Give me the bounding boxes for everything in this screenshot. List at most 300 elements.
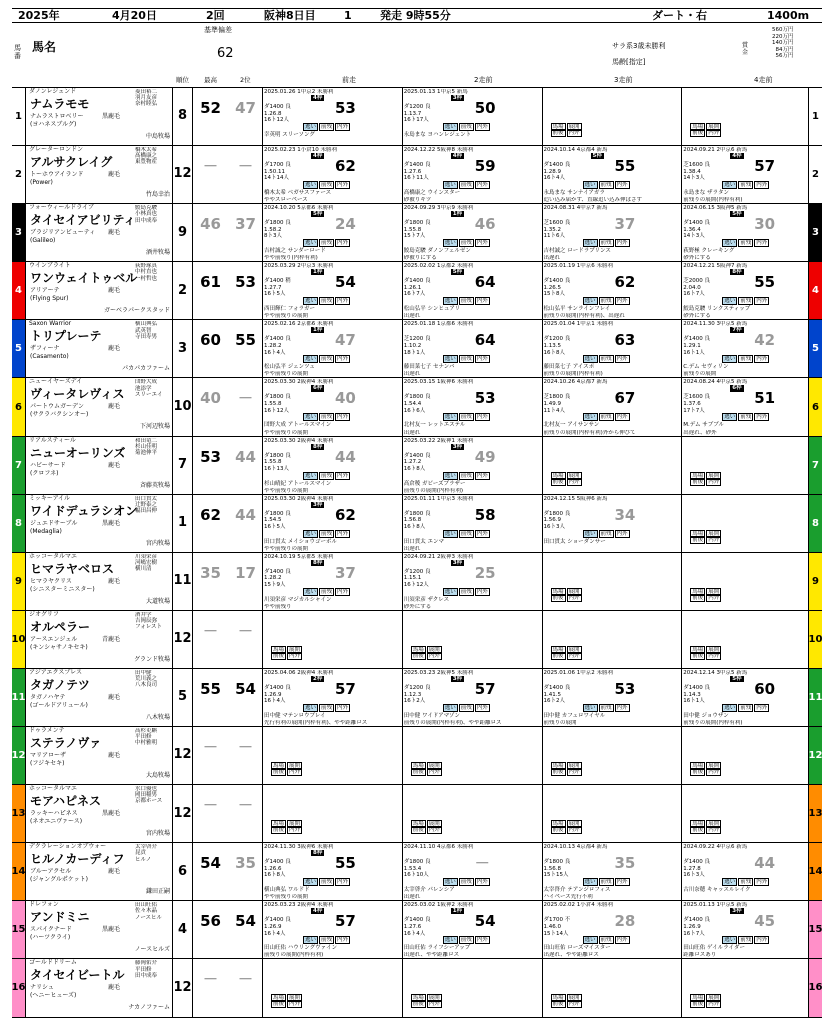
past-race[interactable] (682, 669, 822, 726)
past-race[interactable] (403, 843, 543, 900)
jockey: 藤岡佑介 (135, 960, 158, 967)
horse-number-right: 9 (808, 553, 822, 610)
coat-color: 黒鹿毛 (101, 519, 120, 527)
race-card (12, 8, 822, 1018)
race-tags: 逃い 前残 内外 (724, 704, 768, 711)
horse-name[interactable]: ヒルノカーディフ (30, 852, 125, 867)
race-details: ダ1400 稍 1.27.7 16ト5人 (264, 278, 291, 298)
second-score: － (237, 389, 253, 408)
best-score-cell (193, 204, 228, 261)
race-comment: やや前残りの展開 (264, 894, 309, 901)
horse-name[interactable]: ヴィータレヴィス (30, 387, 125, 402)
rank: 11 (173, 553, 193, 610)
race-tags: 馬場 展開 前後 内外 (552, 995, 580, 1008)
past-race[interactable] (403, 378, 543, 435)
race-tags: 馬場 展開 前後 内外 (412, 995, 440, 1008)
race-tags: 逃い 前残 内外 (305, 356, 349, 363)
past-race[interactable] (263, 495, 403, 552)
gate-badge: 6枠 (313, 385, 323, 392)
gate-badge: 3枠 (452, 559, 463, 566)
horse-row[interactable] (12, 378, 822, 436)
race-tags: 逃い 前残 内外 (444, 414, 488, 421)
dam-name: トーホウアイランド (30, 171, 84, 179)
race-comment: 出遅れ (403, 313, 421, 320)
past-race[interactable] (263, 437, 403, 494)
race-jockey-winner: 川須栄彦 マジカルシャイン (264, 596, 332, 603)
past-race[interactable] (403, 495, 543, 552)
race-tags: 逃い 前残 内外 (444, 240, 488, 247)
sire-name: ミッキーアイル (29, 494, 71, 502)
race-tags: 馬場 展開 前後 内外 (273, 821, 301, 834)
race-comment: 砂外にする (403, 603, 432, 610)
past-race[interactable] (403, 437, 543, 494)
connections (135, 554, 173, 572)
best-scores (193, 727, 263, 784)
horse-row[interactable] (12, 146, 822, 204)
connections (135, 844, 173, 862)
best-score-cell (193, 88, 228, 145)
sire-name: ニューイヤーズデイ (29, 378, 83, 386)
race-details: ダ1800 良 1.56.8 15ト15人 (543, 859, 571, 879)
breeder: 宮内牧場 (145, 539, 170, 547)
damsire-name: (シニスターミニスター) (30, 585, 95, 593)
trainer: 羽月友彦 (135, 95, 158, 102)
race-tags: 逃い 前残 内外 (584, 182, 628, 189)
race-score: 49 (474, 447, 496, 466)
col-rank: 順位 (176, 76, 189, 84)
dam-name: ナリシュ (30, 984, 54, 992)
best-score-cell (193, 727, 228, 784)
rank: 12 (173, 146, 193, 203)
trainer: 杉山佳明 (135, 443, 158, 450)
past-race[interactable] (682, 262, 822, 319)
past-race[interactable] (543, 669, 683, 726)
past-race[interactable] (403, 320, 543, 377)
post-time: 発走 9時55分 (380, 9, 451, 22)
damsire-name: (ヘニーヒューズ) (30, 992, 77, 1000)
race-comment: 砂外にする (683, 313, 711, 320)
damsire-name: (キンシャサノキセキ) (30, 643, 88, 651)
race-tags: 馬場 展開 前後 内外 (692, 821, 720, 834)
race-head: 2024.06.15 3阪神5 新馬 (683, 205, 748, 212)
race-head: 2025.02.16 2京都6 未勝利 (264, 321, 334, 328)
gate-badge: 3枠 (732, 908, 742, 915)
race-details: ダ1800 良 1.56.9 16ト3人 (543, 510, 571, 530)
race-jockey-winner: 田中健 カフェロワイヤル (543, 712, 606, 719)
horse-name[interactable]: ニューオーリンズ (30, 445, 126, 460)
past-race[interactable] (543, 495, 683, 552)
horse-name[interactable]: ワンウェイトゥベル (30, 271, 138, 286)
best-scores (193, 959, 263, 1016)
best-score-cell (193, 146, 228, 203)
race-jockey-winner: 永島まな サンナイアガラ (543, 190, 605, 197)
past-race-empty (682, 88, 822, 145)
sire-name: デクラレーションオブウォー (29, 843, 107, 851)
race-details: ダ1200 良 1.12.3 16ト2人 (403, 684, 431, 705)
horse-name[interactable]: トリプレーテ (30, 329, 102, 344)
horse-name[interactable]: アンドミニ (30, 910, 90, 925)
horse-name[interactable]: タイセイアビリティ (30, 213, 136, 228)
past-race[interactable] (263, 320, 403, 377)
race-score: 60 (754, 679, 776, 698)
past-race[interactable] (543, 901, 683, 958)
past-race[interactable] (543, 843, 683, 900)
race-jockey-winner: 松山弘平 ジェンツェ (264, 364, 315, 371)
best-score: － (202, 970, 218, 989)
trainer: 髙橋康之 (135, 153, 158, 160)
past-race[interactable] (403, 901, 543, 958)
past-race[interactable] (682, 320, 822, 377)
past-race[interactable] (682, 378, 822, 435)
gate-badge: 4枠 (452, 153, 463, 160)
horse-row[interactable] (12, 88, 822, 146)
horse-number-right: 15 (808, 901, 822, 958)
damsire-name: (Medaglia) (30, 527, 62, 535)
horse-info (27, 727, 173, 784)
race-jockey-winner: 太宰啓介 テアンジロフィス (543, 887, 611, 894)
race-head: 2024.09.29 3中京9 未勝利 (403, 205, 474, 212)
col-name: 馬名 (32, 40, 57, 54)
race-comment: やや前残り(内枠有利) (264, 255, 318, 262)
dam-name: パートウムガーデン (30, 403, 84, 411)
horse-name[interactable]: タガノテツ (30, 677, 90, 692)
past-race[interactable] (682, 204, 822, 261)
race-round: 2回 (206, 9, 225, 22)
gate-badge: 1枠 (452, 908, 463, 915)
horse-row[interactable] (12, 553, 822, 611)
breeder: パカパカファーム (122, 365, 170, 373)
horse-number-right: 12 (808, 727, 822, 784)
race-tags: 逃い 前残 内外 (444, 298, 488, 305)
race-head: 2024.08.31 4中京7 新馬 (543, 205, 608, 212)
race-details: ダ1200 良 1.13.7 16ト17人 (403, 104, 431, 124)
past-race[interactable] (403, 88, 543, 145)
race-details: ダ1800 良 1.54.5 16ト5人 (264, 510, 291, 530)
gate-badge: 3枠 (452, 675, 463, 682)
trainer: 平田修 (135, 734, 152, 741)
sire-name: Saxon Warrior (29, 320, 72, 328)
race-details: 芝1600 良 1.37.6 17ト7人 (683, 394, 710, 414)
horse-number-right: 3 (808, 204, 822, 261)
rank: 6 (173, 843, 193, 900)
race-tags: 逃い 前残 内外 (305, 588, 349, 595)
race-score: 30 (754, 215, 776, 234)
race-jockey-winner: 田山旺佑 ゲイルライダー (683, 945, 745, 952)
jockey: 田口貫太 (135, 495, 158, 502)
past-race[interactable] (263, 901, 403, 958)
connections (135, 496, 173, 514)
race-score: 55 (754, 273, 776, 292)
past-race[interactable] (263, 843, 403, 900)
race-score: 42 (754, 331, 776, 350)
trainer: 河嶋宏樹 (135, 559, 158, 566)
race-head: 2024.11.30 3中京5 新馬 (683, 321, 748, 328)
best-score: － (202, 738, 218, 757)
horse-number-right: 7 (808, 437, 822, 494)
race-tags: 馬場 展開 前後 内外 (692, 646, 720, 659)
best-score-cell (193, 785, 228, 842)
race-comment: 砂外にする (683, 255, 711, 262)
horse-row[interactable] (12, 320, 822, 378)
horse-row[interactable] (12, 437, 822, 495)
past-race[interactable] (543, 262, 683, 319)
dam-name: ハビーサード (30, 461, 66, 469)
race-head: 2025.02.02 1小倉4 未勝利 (543, 902, 613, 909)
col-prev4: 4走前 (754, 76, 773, 84)
horse-row[interactable] (12, 204, 822, 262)
past-race[interactable] (403, 553, 543, 610)
past-race[interactable] (403, 146, 543, 203)
horse-row[interactable] (12, 495, 822, 553)
second-score: 35 (235, 854, 256, 873)
jockey: 水口優也 (135, 786, 158, 793)
race-head: 2025.01.19 1中京6 未勝利 (543, 263, 613, 270)
horse-number: 5 (12, 320, 26, 377)
race-details: ダ1400 良 1.26.9 16ト7人 (683, 917, 710, 937)
race-head: 2024.09.21 2中京6 新馬 (683, 147, 748, 154)
horse-name[interactable]: オルペラー (30, 619, 91, 634)
best-score-cell (193, 378, 228, 435)
past-race[interactable] (682, 146, 822, 203)
race-score: 53 (614, 679, 636, 698)
rank: 4 (173, 901, 193, 958)
race-score: 59 (474, 157, 496, 176)
best-scores (193, 611, 263, 668)
best-score: 52 (200, 99, 221, 117)
past-race[interactable] (263, 204, 403, 261)
best-scores (193, 262, 263, 319)
race-tags: 逃い 前残 内外 (444, 588, 488, 595)
gate-badge: 4枠 (732, 153, 742, 160)
best-scores (193, 785, 263, 842)
race-tags: 逃い 前残 内外 (305, 937, 349, 944)
trainer: 辻野泰之 (135, 501, 158, 508)
second-score: － (237, 157, 253, 176)
past-race[interactable] (263, 669, 403, 726)
jockey: 菱田裕二 (135, 89, 158, 95)
race-jockey-winner: M.デム サブブル (683, 422, 724, 429)
race-jockey-winner: 永島まな ザラタン (683, 190, 729, 197)
race-tags: 馬場 展開 前後 内外 (692, 763, 720, 776)
horse-row[interactable] (12, 785, 822, 843)
race-head: 2024.11.30 3阪神6 未勝利 (264, 844, 334, 851)
best-scores (193, 320, 263, 377)
race-score: 50 (474, 99, 496, 117)
horse-name[interactable]: ナムラモモ (30, 97, 90, 111)
past-race[interactable] (403, 204, 543, 261)
rank: 7 (173, 437, 193, 494)
sire-name: ホッコータルマエ (29, 785, 78, 793)
coat-color: 青鹿毛 (101, 635, 120, 643)
trainer: 岡田稲男 (135, 792, 158, 799)
best-score: 53 (200, 447, 221, 466)
second-score-cell (228, 727, 263, 784)
past-race-empty (543, 88, 683, 145)
horse-info (27, 785, 173, 842)
race-tags: 馬場 展開 前後 内外 (412, 646, 440, 659)
best-score: 54 (200, 854, 221, 873)
race-number: 1 (344, 9, 352, 22)
breeder: 酒井牧場 (145, 249, 170, 257)
past-race-empty (682, 495, 822, 552)
damsire-name: (フジキセキ) (30, 760, 65, 768)
race-head: 2025.03.29 2中京3 未勝利 (264, 263, 334, 270)
past-race[interactable] (543, 378, 683, 435)
best-score-cell (193, 320, 228, 377)
race-tags: 逃い 前残 内外 (584, 240, 628, 247)
race-jockey-winner: 藤田菜七子 セナンバ (403, 364, 455, 371)
jockey: 横山典弘 (135, 321, 158, 328)
coat-color: 鹿毛 (107, 461, 120, 469)
best-score: 60 (200, 331, 221, 350)
race-head: 2024.10.20 5京都6 未勝利 (264, 205, 334, 212)
horse-name[interactable]: ワイドデュラシオン (30, 503, 138, 518)
owner: ノースヒル (135, 914, 163, 921)
race-head: 2025.01.26 1中京2 未勝利 (264, 89, 334, 95)
horse-info (27, 901, 173, 958)
race-score: 55 (614, 157, 636, 176)
horse-row[interactable] (12, 843, 822, 901)
race-details: ダ1400 良 1.26.8 16ト12人 (264, 104, 291, 124)
race-details: ダ1800 良 1.54.4 16ト6人 (403, 394, 431, 414)
owner: 幅田昌伸 (135, 507, 158, 514)
gate-badge: 8枠 (313, 443, 323, 450)
horse-name[interactable]: モアハピネス (30, 794, 102, 809)
race-score: 44 (335, 447, 356, 466)
best-scores (193, 495, 263, 552)
past-race[interactable] (682, 901, 822, 958)
horse-row[interactable] (12, 669, 822, 727)
coat-color: 鹿毛 (107, 287, 120, 295)
owner: ヒルノ (135, 856, 152, 863)
race-class: サラ系3歳未勝利 (612, 42, 666, 50)
best-scores (193, 88, 263, 145)
past-race[interactable] (263, 262, 403, 319)
race-jockey-winner: 荻野極 クレーキング (683, 248, 735, 255)
horse-row[interactable] (12, 959, 822, 1017)
past-race[interactable] (263, 88, 403, 145)
race-tags: 馬場 展開 前後 内外 (552, 472, 580, 485)
best-scores (193, 553, 263, 610)
damsire-name: (Galileo) (30, 237, 56, 245)
horse-info (27, 959, 173, 1016)
gate-badge: 5枠 (452, 269, 463, 276)
dam-name: ラッキーハピネス (30, 810, 78, 818)
horse-name[interactable]: タイセイビートル (30, 968, 125, 983)
race-details: ダ1400 良 1.26.5 15ト8人 (543, 278, 571, 298)
horse-number: 7 (12, 437, 26, 494)
horse-row[interactable] (12, 901, 822, 959)
past-race[interactable] (263, 146, 403, 203)
race-jockey-winner: 田山旺佑 ローズマイスター (543, 945, 611, 952)
second-score-cell (228, 959, 263, 1016)
best-scores (193, 843, 263, 900)
best-scores (193, 204, 263, 261)
past-race-empty (263, 959, 403, 1016)
col-prev2: 2走前 (474, 76, 493, 84)
owner: 田中成奉 (135, 972, 158, 979)
horse-info (27, 843, 173, 900)
owner: 東豊物産 (135, 159, 158, 166)
horse-rows (12, 88, 822, 1018)
race-details: ダ1800 良 1.55.8 16ト13人 (264, 452, 291, 472)
race-tags: 逃い 前残 内外 (444, 124, 488, 130)
second-score-cell (228, 378, 263, 435)
horse-number: 6 (12, 378, 26, 435)
race-details: ダ1800 良 1.55.8 15ト7人 (403, 220, 431, 240)
race-head: 2024.12.15 5阪神6 新馬 (543, 495, 608, 502)
race-tags: 馬場 展開 前後 内外 (552, 821, 580, 834)
breeder: ガーベラパークスタッド (104, 307, 170, 315)
horse-row[interactable] (12, 727, 822, 785)
race-details: ダ1400 良 1.27.8 16ト3人 (683, 859, 710, 879)
race-comment: ハイペース先行不利 (543, 894, 593, 901)
past-race-empty (543, 437, 683, 494)
best-scores (193, 378, 263, 435)
dam-name: ナムラストロベリー (30, 113, 84, 120)
gate-badge: 3枠 (452, 95, 463, 101)
owner: 菊池伸平 (135, 449, 158, 456)
second-score: 44 (235, 505, 256, 524)
race-comment: 出遅れ (403, 371, 421, 378)
race-score: 35 (614, 854, 636, 873)
past-race[interactable] (263, 553, 403, 610)
race-jockey-winner: 横山典弘 ワルドド (264, 887, 310, 894)
horse-name[interactable]: ヒマラヤベロス (30, 561, 115, 576)
horse-row[interactable] (12, 262, 822, 320)
race-comment: 追い込み届かず、直線追い込み伸ばさず (543, 197, 643, 204)
race-comment: 前残りの展開 (543, 719, 577, 726)
past-race[interactable] (543, 320, 683, 377)
trainer: 佐々木晶 (135, 908, 158, 915)
race-details: ダ1400 良 1.27.6 16ト4人 (403, 917, 431, 937)
horse-number-right: 2 (808, 146, 822, 203)
race-jockey-winner: 西田輝仁 フォラガー (264, 306, 315, 313)
race-head: 2024.12.14 3中京5 新馬 (683, 669, 748, 676)
past-race[interactable] (403, 262, 543, 319)
race-jockey-winner: 太宰啓介 パレンシア (403, 887, 455, 894)
race-tags: 逃い 前残 内外 (305, 472, 349, 479)
race-tags: 馬場 展開 前後 内外 (692, 995, 720, 1008)
owner: 寺田寿男 (135, 333, 158, 340)
best-scores (193, 901, 263, 958)
past-race-empty (403, 785, 543, 842)
race-score: 53 (335, 99, 356, 117)
past-race[interactable] (403, 669, 543, 726)
race-tags: 馬場 展開 前後 内外 (273, 646, 301, 659)
race-header (12, 8, 822, 23)
past-race[interactable] (682, 843, 822, 900)
second-score-cell (228, 204, 263, 261)
rank: 12 (173, 611, 193, 668)
past-race-empty (682, 785, 822, 842)
jockey: 高杉吏麒 (135, 728, 158, 735)
rank: 3 (173, 320, 193, 377)
past-race[interactable] (263, 378, 403, 435)
race-head: 2025.01.04 1中京1 未勝利 (543, 321, 613, 328)
past-race-empty (263, 785, 403, 842)
horse-name[interactable]: アルサクレイグ (30, 155, 113, 170)
second-score: 53 (235, 273, 256, 292)
best-score: － (202, 796, 218, 815)
past-race[interactable] (543, 146, 683, 203)
race-score: 57 (335, 912, 356, 931)
past-race[interactable] (543, 204, 683, 261)
race-head: 2025.01.13 1中京5 新馬 (683, 902, 748, 909)
race-distance: 1400m (767, 9, 810, 22)
horse-name[interactable]: ステラノヴァ (30, 736, 102, 751)
horse-row[interactable] (12, 611, 822, 669)
